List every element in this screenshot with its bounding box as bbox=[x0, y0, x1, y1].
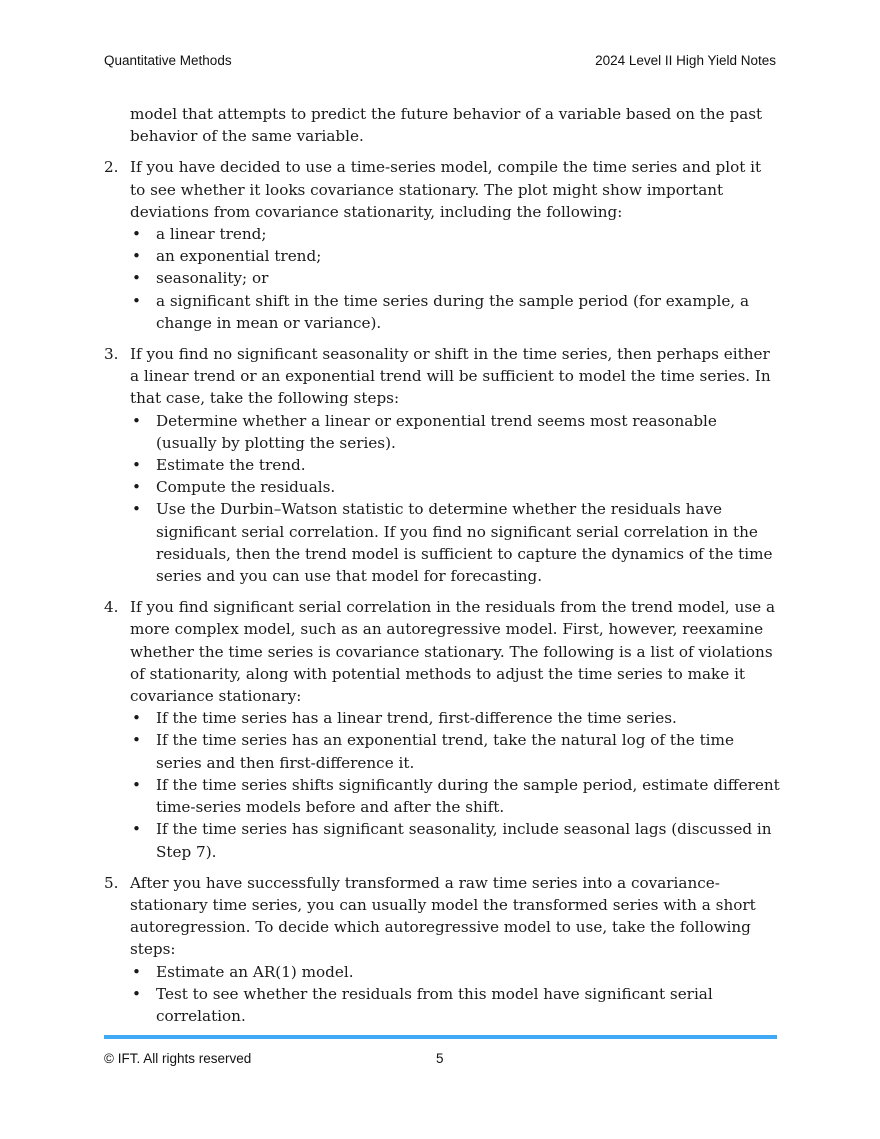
bullet-glyph: • bbox=[132, 962, 141, 981]
steps-list bbox=[104, 156, 780, 1027]
bullet-item bbox=[130, 245, 780, 267]
step-item bbox=[104, 156, 780, 334]
bullet-text: Use the Durbin–Watson statistic to determine whether the residuals have significant serial correlation. If you find no significant serial correlation in the residuals, then the trend model is sufficient to capture the dynamics of the time series and you can use that model for forecasting. bbox=[156, 500, 773, 586]
bullet-text: If the time series has an exponential trend, take the natural log of the time series and then first-difference it. bbox=[156, 731, 734, 772]
bullet-item bbox=[130, 476, 780, 498]
bullet-glyph: • bbox=[132, 269, 141, 288]
step-number: 5. bbox=[104, 873, 119, 892]
page-number: 5 bbox=[436, 1051, 444, 1066]
bullet-text: a linear trend; bbox=[156, 225, 267, 244]
footer-rule bbox=[104, 1035, 777, 1039]
step-text: If you find no significant seasonality or shift in the time series, then perhaps either a linear trend or an exponential trend will be sufficient to model the time series. In that case, take the following steps: bbox=[130, 345, 771, 408]
page-body bbox=[104, 103, 780, 1036]
bullet-text: Estimate the trend. bbox=[156, 456, 306, 475]
bullet-glyph: • bbox=[132, 709, 141, 728]
step-number: 2. bbox=[104, 158, 119, 177]
bullet-text: If the time series shifts significantly during the sample period, estimate different time-series models before and after the shift. bbox=[156, 775, 780, 817]
bullet-list bbox=[130, 961, 780, 1028]
bullet-text: an exponential trend; bbox=[156, 247, 322, 266]
step-item bbox=[104, 343, 780, 587]
bullet-glyph: • bbox=[132, 500, 141, 519]
bullet-glyph: • bbox=[132, 731, 141, 750]
bullet-item bbox=[130, 961, 780, 983]
bullet-text: a significant shift in the time series during the sample period (for example, a change in mean or variance). bbox=[156, 291, 750, 332]
bullet-glyph: • bbox=[132, 291, 141, 310]
bullet-text: Determine whether a linear or exponential trend seems most reasonable (usually by plotting the series). bbox=[156, 411, 717, 452]
step-text: If you find significant serial correlation in the residuals from the trend model, use a more complex model, such as an autoregressive model. First, however, reexamine whether the time series is covariance stationary. The following is a list of violations of stationarity, along with potential methods to adjust the time series to make it covariance stationary: bbox=[130, 598, 776, 706]
bullet-list bbox=[130, 410, 780, 588]
bullet-item bbox=[130, 454, 780, 476]
bullet-text: If the time series has significant seasonality, include seasonal lags (discussed in Step 7). bbox=[156, 820, 772, 861]
bullet-glyph: • bbox=[132, 820, 141, 839]
bullet-item bbox=[130, 290, 780, 334]
step-item bbox=[104, 872, 780, 1027]
bullet-text: Test to see whether the residuals from this model have significant serial correlation. bbox=[156, 984, 713, 1025]
bullet-glyph: • bbox=[132, 478, 141, 497]
header-section-title: Quantitative Methods bbox=[104, 53, 232, 68]
bullet-list bbox=[130, 707, 780, 862]
bullet-glyph: • bbox=[132, 225, 141, 244]
step-item bbox=[104, 596, 780, 862]
bullet-glyph: • bbox=[132, 247, 141, 266]
continuation-paragraph: model that attempts to predict the future behavior of a variable based on the past behavior of the same variable. bbox=[130, 105, 763, 146]
footer-copyright: © IFT. All rights reserved bbox=[104, 1051, 252, 1066]
step-text: After you have successfully transformed a raw time series into a covariance-stationary time series, you can usually model the transformed series with a short autoregression. To decide which autoregressive model to use, take the following steps: bbox=[130, 873, 756, 959]
bullet-item bbox=[130, 707, 780, 729]
step-number: 4. bbox=[104, 598, 119, 617]
step-text: If you have decided to use a time-series model, compile the time series and plot it to see whether it looks covariance stationary. The plot might show important deviations from covariance stationarity, including the following: bbox=[130, 158, 762, 221]
bullet-text: seasonality; or bbox=[156, 269, 269, 288]
step-number: 3. bbox=[104, 345, 119, 364]
bullet-item bbox=[130, 729, 780, 773]
bullet-glyph: • bbox=[132, 775, 141, 794]
bullet-item bbox=[130, 223, 780, 245]
bullet-item bbox=[130, 818, 780, 862]
bullet-glyph: • bbox=[132, 456, 141, 475]
header-document-title: 2024 Level II High Yield Notes bbox=[595, 53, 776, 68]
bullet-item bbox=[130, 498, 780, 587]
bullet-glyph: • bbox=[132, 984, 141, 1003]
bullet-text: Estimate an AR(1) model. bbox=[156, 962, 354, 981]
bullet-list bbox=[130, 223, 780, 334]
bullet-item bbox=[130, 410, 780, 454]
bullet-item bbox=[130, 774, 780, 818]
bullet-item bbox=[130, 983, 780, 1027]
bullet-text: If the time series has a linear trend, first-difference the time series. bbox=[156, 709, 677, 728]
bullet-glyph: • bbox=[132, 411, 141, 430]
bullet-item bbox=[130, 267, 780, 289]
bullet-text: Compute the residuals. bbox=[156, 478, 336, 497]
